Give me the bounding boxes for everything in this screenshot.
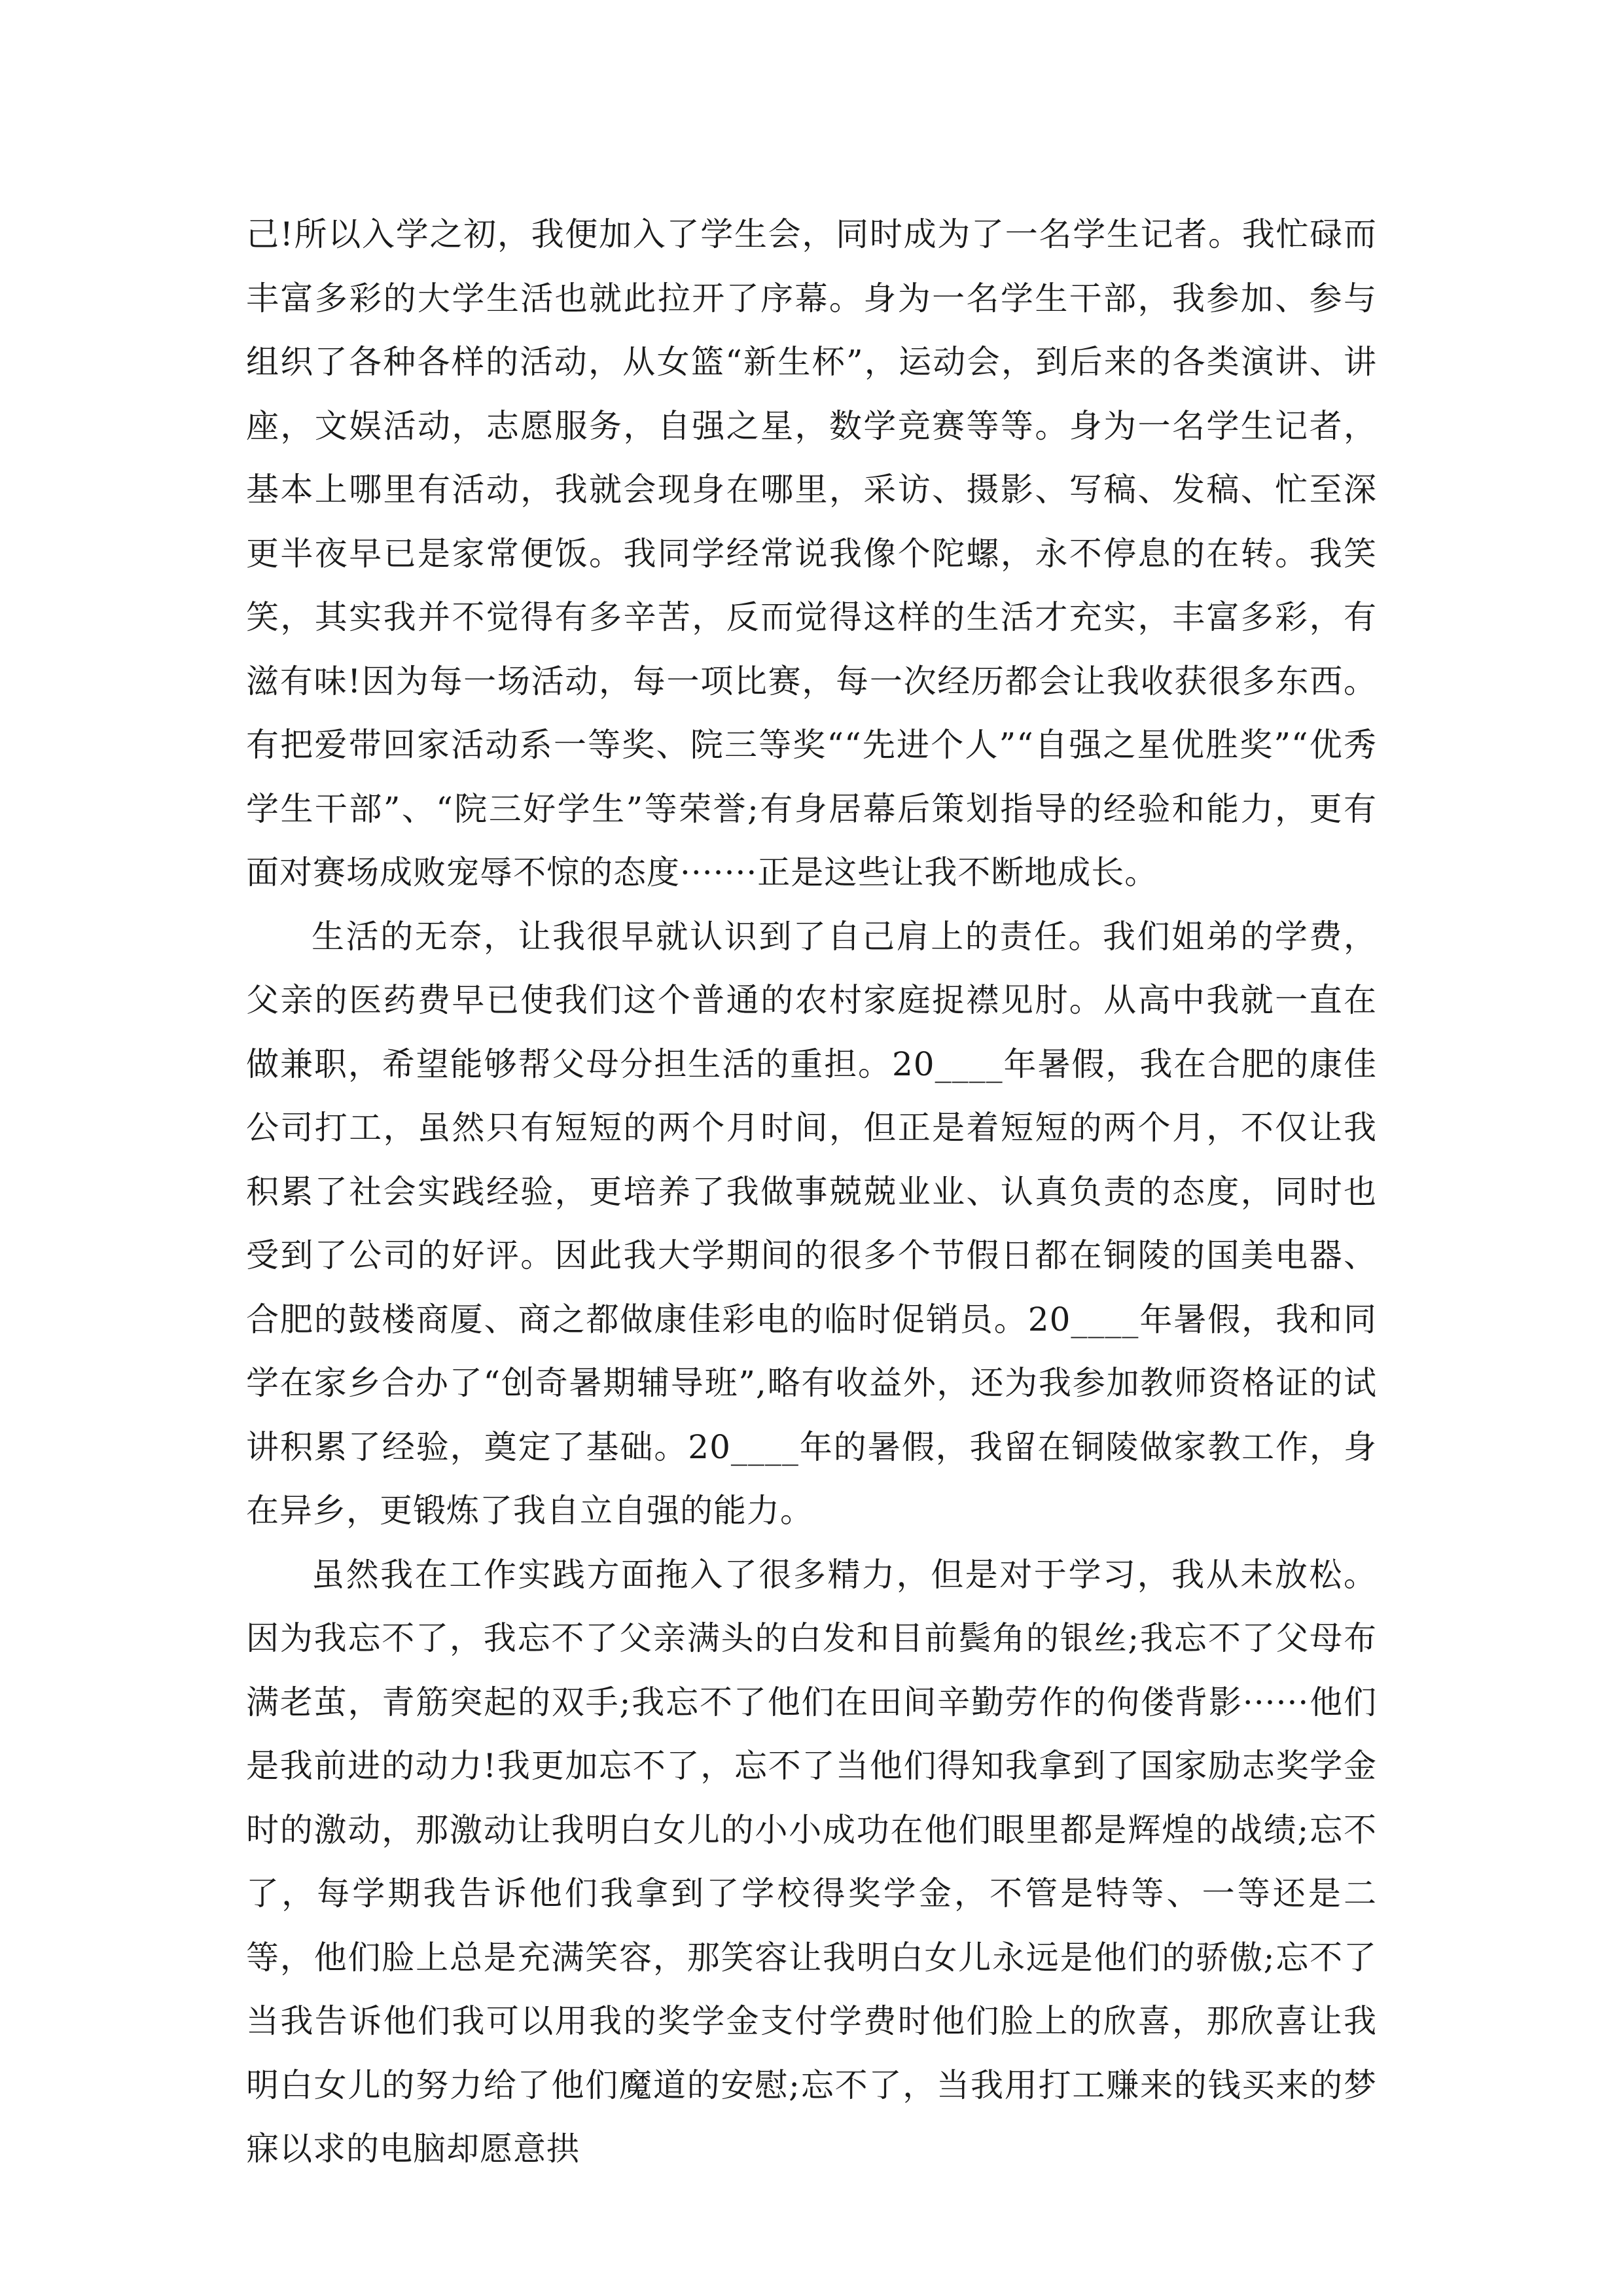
paragraph-2: 生活的无奈，让我很早就认识到了自己肩上的责任。我们姐弟的学费，父亲的医药费早已使我们这个普通的农村家庭捉襟见肘。从高中我就一直在做兼职，希望能够帮父母分担生活的重担。20____年暑假，我在合肥的康佳公司打工，虽然只有短短的两个月时间，但正是着短短的两个月，不仅让我积累了社会实践经验，更培养了我做事兢兢业业、认真负责的态度，同时也受到了公司的好评。因此我大学期间的很多个节假日都在铜陵的国美电器、合肥的鼓楼商厦、商之都做康佳彩电的临时促销员。20____年暑假，我和同学在家乡合办了“创奇暑期辅导班”,略有收益外，还为我参加教师资格证的试讲积累了经验，奠定了基础。20____年的暑假，我留在铜陵做家教工作，身在异乡，更锻炼了我自立自强的能力。 xyxy=(246,917,1377,1530)
document-body xyxy=(246,203,1377,2181)
paragraph-3: 虽然我在工作实践方面拖入了很多精力，但是对于学习，我从未放松。因为我忘不了，我忘不了父亲满头的白发和目前鬓角的银丝;我忘不了父母布满老茧，青筋突起的双手;我忘不了他们在田间辛勤劳作的佝偻背影······他们是我前进的动力!我更加忘不了，忘不了当他们得知我拿到了国家励志奖学金时的激动，那激动让我明白女儿的小小成功在他们眼里都是辉煌的战绩;忘不了，每学期我告诉他们我拿到了学校得奖学金，不管是特等、一等还是二等，他们脸上总是充满笑容，那笑容让我明白女儿永远是他们的骄傲;忘不了当我告诉他们我可以用我的奖学金支付学费时他们脸上的欣喜，那欣喜让我明白女儿的努力给了他们魔道的安慰;忘不了，当我用打工赚来的钱买来的梦寐以求的电脑却愿意拱 xyxy=(246,1555,1377,2168)
paragraph-1: 己!所以入学之初，我便加入了学生会，同时成为了一名学生记者。我忙碌而丰富多彩的大学生活也就此拉开了序幕。身为一名学生干部，我参加、参与组织了各种各样的活动，从女篮“新生杯”，运动会，到后来的各类演讲、讲座，文娱活动，志愿服务，自强之星，数学竞赛等等。身为一名学生记者，基本上哪里有活动，我就会现身在哪里，采访、摄影、写稿、发稿、忙至深更半夜早已是家常便饭。我同学经常说我像个陀螺，永不停息的在转。我笑笑，其实我并不觉得有多辛苦，反而觉得这样的生活才充实，丰富多彩，有滋有味!因为每一场活动，每一项比赛，每一次经历都会让我收获很多东西。有把爱带回家活动系一等奖、院三等奖““先进个人”“自强之星优胜奖”“优秀学生干部”、“院三好学生”等荣誉;有身居幕后策划指导的经验和能力，更有面对赛场成败宠辱不惊的态度·······正是这些让我不断地成长。 xyxy=(246,215,1377,891)
